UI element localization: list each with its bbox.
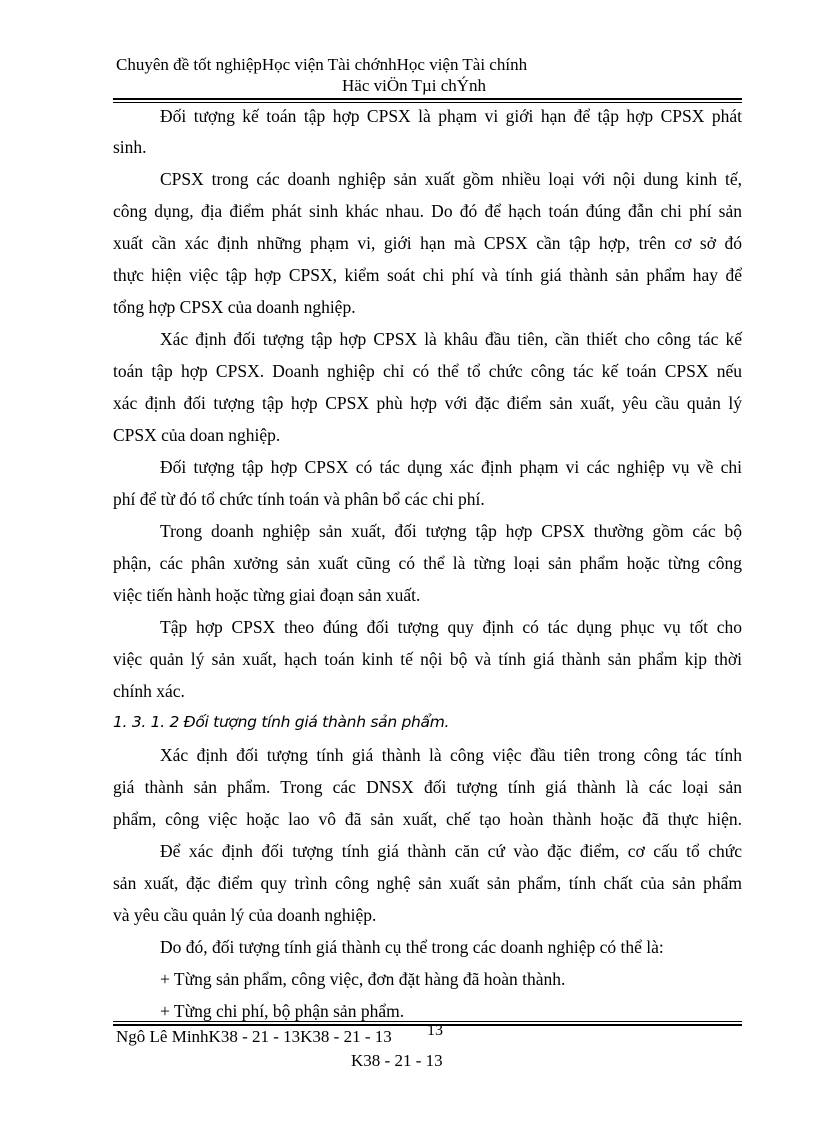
body-line: + Từng sản phẩm, công việc, đơn đặt hàng đã hoàn thành. — [160, 969, 566, 989]
header-title: Chuyên đề tốt nghiệpHọc viện Tài chớnhHọc viện Tài chính — [116, 55, 528, 74]
header-divider — [113, 98, 742, 103]
body-line: phẩm, công việc hoặc lao vô đã sản xuất, chế tạo hoàn thành hoặc đã thực hiện. — [113, 809, 742, 829]
body-line: phận, các phân xưởng sản xuất cũng có thể là từng loại sản phẩm hoặc từng công — [113, 553, 742, 573]
body-line: Tập hợp CPSX theo đúng đối tượng quy định có tác dụng phục vụ tốt cho — [160, 617, 742, 637]
body-line: Đối tượng kế toán tập hợp CPSX là phạm vi giới hạn để tập hợp CPSX phát — [160, 106, 742, 126]
body-line: CPSX của doan nghiệp. — [113, 425, 281, 445]
body-line: xác định đối tượng tập hợp CPSX phù hợp với đặc điểm sản xuất, yêu cầu quản lý — [113, 393, 742, 413]
section-heading: 1. 3. 1. 2 Đối tượng tính giá thành sản phẩm. — [113, 713, 450, 731]
body-line: giá thành sản phẩm. Trong các DNSX đối tượng tính giá thành là các loại sản — [113, 777, 742, 797]
body-line: Để xác định đối tượng tính giá thành căn cứ vào đặc điểm, cơ cấu tổ chức — [160, 841, 742, 861]
body-line: phí để từ đó tổ chức tính toán và phân bổ các chi phí. — [113, 489, 485, 509]
page-number: 13 — [427, 1022, 443, 1039]
body-line: Đối tượng tập hợp CPSX có tác dụng xác định phạm vi các nghiệp vụ về chi — [160, 457, 742, 477]
body-line: toán tập hợp CPSX. Doanh nghiệp chỉ có thể tổ chức công tác kế toán CPSX nếu — [113, 361, 742, 381]
body-line: tổng hợp CPSX của doanh nghiệp. — [113, 297, 356, 317]
body-line: sản xuất, đặc điểm quy trình công nghệ sản xuất sản phẩm, tính chất của sản phẩm — [113, 873, 742, 893]
body-line: chính xác. — [113, 681, 185, 701]
body-line: thực hiện việc tập hợp CPSX, kiểm soát chi phí và tính giá thành sản phẩm hay để — [113, 265, 742, 285]
body-line: việc quản lý sản xuất, hạch toán kinh tế nội bộ và tính giá thành sản phẩm kịp thời — [113, 649, 742, 669]
body-line: công dụng, địa điểm phát sinh khác nhau. Do đó để hạch toán đúng đẫn chi phí sản — [113, 201, 742, 221]
body-line: Do đó, đối tượng tính giá thành cụ thể trong các doanh nghiệp có thể là: — [160, 937, 664, 957]
footer-code: K38 - 21 - 13 — [351, 1051, 443, 1070]
body-line: Xác định đối tượng tập hợp CPSX là khâu đầu tiên, cần thiết cho công tác kế — [160, 329, 742, 349]
body-line: + Từng chi phí, bộ phận sản phẩm. — [160, 1001, 405, 1021]
body-line: Trong doanh nghiệp sản xuất, đối tượng tập hợp CPSX thường gồm các bộ — [160, 521, 742, 541]
body-line: sinh. — [113, 137, 147, 157]
body-line: Xác định đối tượng tính giá thành là công việc đầu tiên trong công tác tính — [160, 745, 742, 765]
body-line: và yêu cầu quản lý của doanh nghiệp. — [113, 905, 377, 925]
header-subtitle: Häc viÖn Tµi chÝnh — [342, 76, 487, 95]
body-line: CPSX trong các doanh nghiệp sản xuất gồm nhiều loại với nội dung kinh tế, — [160, 169, 742, 189]
body-line: xuất cần xác định những phạm vi, giới hạn mà CPSX cần tập hợp, trên cơ sở đó — [113, 233, 742, 253]
footer-author: Ngô Lê MinhK38 - 21 - 13K38 - 21 - 13 — [116, 1027, 392, 1046]
body-line: việc tiến hành hoặc từng giai đoạn sản xuất. — [113, 585, 421, 605]
